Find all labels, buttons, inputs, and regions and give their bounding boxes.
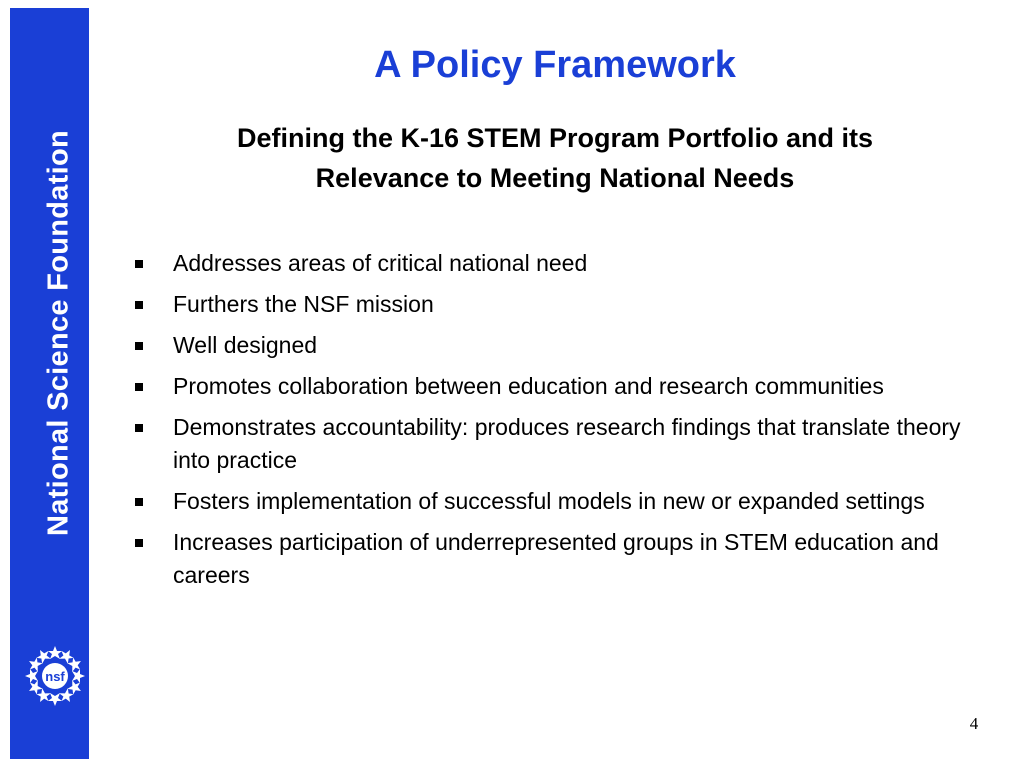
bullet-item <box>132 485 972 518</box>
slide-title: A Policy Framework <box>374 44 736 86</box>
slide-subtitle <box>140 118 970 198</box>
bullet-item <box>132 526 972 592</box>
square-bullet-icon <box>135 260 143 268</box>
bullet-text: Increases participation of underrepresented groups in STEM education and careers <box>173 529 939 588</box>
bullet-text: Furthers the NSF mission <box>173 291 434 317</box>
square-bullet-icon <box>135 424 143 432</box>
square-bullet-icon <box>135 342 143 350</box>
bullet-item <box>132 370 972 403</box>
nsf-logo-text: nsf <box>45 669 65 684</box>
bullet-text: Well designed <box>173 332 318 358</box>
square-bullet-icon <box>135 301 143 309</box>
bullet-item <box>132 329 972 362</box>
bullet-item <box>132 288 972 321</box>
nsf-logo-icon <box>20 636 90 712</box>
square-bullet-icon <box>135 498 143 506</box>
bullet-item <box>132 247 972 280</box>
square-bullet-icon <box>135 539 143 547</box>
sidebar-org-name: National Science Foundation <box>42 129 75 537</box>
subtitle-line-2: Relevance to Meeting National Needs <box>315 163 795 193</box>
square-bullet-icon <box>135 383 143 391</box>
bullet-text: Fosters implementation of successful models in new or expanded settings <box>173 488 925 514</box>
subtitle-line-1: Defining the K-16 STEM Program Portfolio and its <box>236 123 874 153</box>
bullet-list <box>132 247 972 600</box>
bullet-text: Addresses areas of critical national need <box>173 250 588 276</box>
sidebar-band <box>10 8 89 759</box>
page-number: 4 <box>969 714 979 733</box>
bullet-text: Demonstrates accountability: produces research findings that translate theory into practice <box>173 414 961 473</box>
bullet-text: Promotes collaboration between education and research communities <box>173 373 884 399</box>
bullet-item <box>132 411 972 477</box>
